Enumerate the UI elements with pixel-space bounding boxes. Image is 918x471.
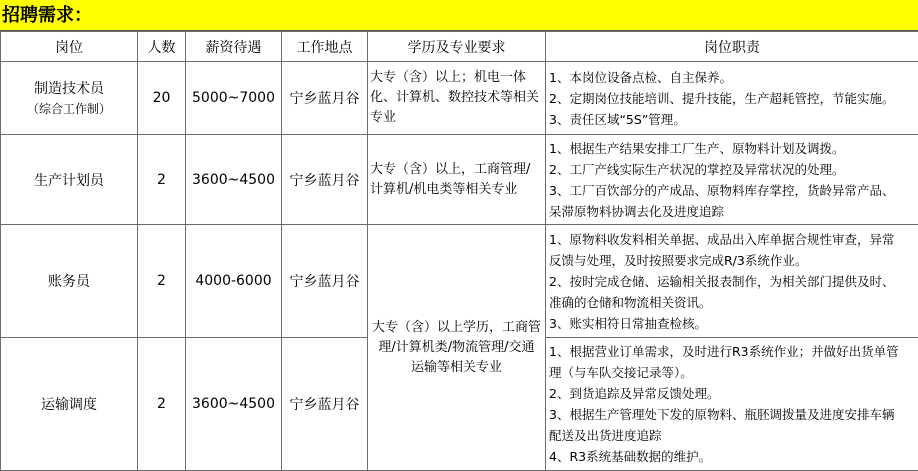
- duty-line: 3、责任区域“5S”管理。: [549, 109, 915, 130]
- count-cell: 2: [138, 135, 186, 225]
- duty-line: 3、账实相符日常抽查检核。: [549, 313, 915, 334]
- recruitment-table: [0, 31, 918, 471]
- salary-cell: 3600~4500: [186, 338, 282, 471]
- position-note: （综合工作制）: [1, 100, 137, 118]
- duty-line: 1、原物料收发料相关单据、成品出入库单据合规性审查，异常: [549, 229, 915, 250]
- duties-cell: [546, 225, 918, 338]
- education-cell: 大专（含）以上，工商管理/计算机/机电类等相关专业: [368, 135, 546, 225]
- duty-line: 配送及出货进度追踪: [549, 425, 915, 446]
- duty-line: 准确的仓储和物流相关资讯。: [549, 292, 915, 313]
- position-cell: [1, 62, 138, 135]
- duty-line: 4、R3系统基础数据的维护。: [549, 446, 915, 467]
- col-header-salary: 薪资待遇: [186, 32, 282, 62]
- location-cell: 宁乡蓝月谷: [282, 135, 368, 225]
- count-cell: 2: [138, 338, 186, 471]
- header-row: [1, 32, 918, 62]
- position-cell: 生产计划员: [1, 135, 138, 225]
- col-header-count: 人数: [138, 32, 186, 62]
- shared-education-cell: 大专（含）以上学历，工商管理/计算机类/物流管理/交通运输等相关专业: [368, 225, 546, 471]
- table-row: [1, 62, 918, 135]
- duty-line: 3、根据生产管理处下发的原物料、瓶胚调拨量及进度安排车辆: [549, 404, 915, 425]
- location-cell: 宁乡蓝月谷: [282, 338, 368, 471]
- duty-line: 2、工厂产线实际生产状况的掌控及异常状况的处理。: [549, 159, 915, 180]
- duty-line: 1、根据生产结果安排工厂生产、原物料计划及调拨。: [549, 138, 915, 159]
- col-header-location: 工作地点: [282, 32, 368, 62]
- duties-cell: [546, 135, 918, 225]
- table-row: [1, 225, 918, 338]
- duties-cell: [546, 62, 918, 135]
- location-cell: 宁乡蓝月谷: [282, 62, 368, 135]
- heading: 招聘需求：: [0, 0, 918, 31]
- education-cell: 大专（含）以上；机电一体化、计算机、数控技术等相关专业: [368, 62, 546, 135]
- count-cell: 2: [138, 225, 186, 338]
- duty-line: 1、根据营业订单需求，及时进行R3系统作业；并做好出货单管: [549, 341, 915, 362]
- table-row: [1, 135, 918, 225]
- salary-cell: 5000~7000: [186, 62, 282, 135]
- duty-line: 2、定期岗位技能培训、提升技能，生产超耗管控，节能实施。: [549, 88, 915, 109]
- duties-cell: [546, 338, 918, 471]
- duty-line: 反馈与处理，及时按照要求完成R/3系统作业。: [549, 250, 915, 271]
- col-header-position: 岗位: [1, 32, 138, 62]
- location-cell: 宁乡蓝月谷: [282, 225, 368, 338]
- salary-cell: 4000-6000: [186, 225, 282, 338]
- duty-line: 2、按时完成仓储、运输相关报表制作，为相关部门提供及时、: [549, 271, 915, 292]
- duty-line: 1、本岗位设备点检、自主保养。: [549, 67, 915, 88]
- duty-line: 理（与车队交接记录等）。: [549, 362, 915, 383]
- duty-line: 2、到货追踪及异常反馈处理。: [549, 383, 915, 404]
- position-cell: 运输调度: [1, 338, 138, 471]
- salary-cell: 3600~4500: [186, 135, 282, 225]
- position-name: 制造技术员: [1, 78, 137, 100]
- duty-line: 呆滞原物料协调去化及进度追踪: [549, 201, 915, 222]
- count-cell: 20: [138, 62, 186, 135]
- position-cell: 账务员: [1, 225, 138, 338]
- duty-line: 3、工厂百饮部分的产成品、原物料库存掌控，货龄异常产品、: [549, 180, 915, 201]
- col-header-education: 学历及专业要求: [368, 32, 546, 62]
- col-header-duties: 岗位职责: [546, 32, 918, 62]
